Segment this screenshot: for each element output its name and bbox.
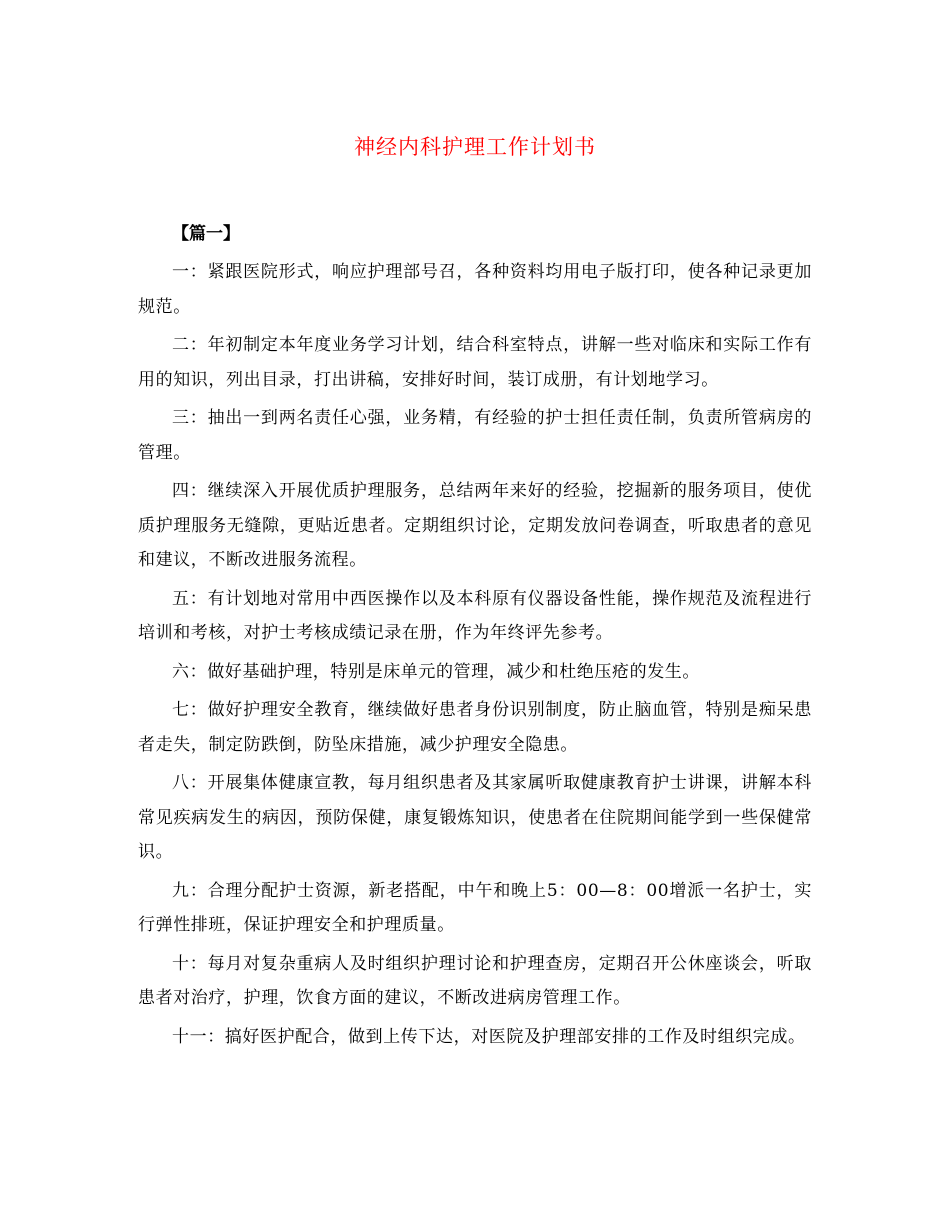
paragraph-7: 七：做好护理安全教育，继续做好患者身份识别制度，防止脑血管，特别是痴呆患者走失，制定防跌倒，防坠床措施，减少护理安全隐患。 xyxy=(138,700,812,755)
paragraph-1: 一：紧跟医院形式，响应护理部号召，各种资料均用电子版打印，使各种记录更加规范。 xyxy=(138,262,812,317)
document-title: 神经内科护理工作计划书 xyxy=(354,135,596,159)
paragraph-8: 八：开展集体健康宣教，每月组织患者及其家属听取健康教育护士讲课，讲解本科常见疾病发生的病因，预防保健，康复锻炼知识，使患者在住院期间能学到一些保健常识。 xyxy=(138,773,812,862)
paragraph-6: 六：做好基础护理，特别是床单元的管理，减少和杜绝压疮的发生。 xyxy=(172,661,700,682)
paragraph-3: 三：抽出一到两名责任心强，业务精，有经验的护士担任责任制，负责所管病房的管理。 xyxy=(138,408,812,463)
paragraph-9: 九：合理分配护士资源，新老搭配，中午和晚上5：00—8：00增派一名护士，实行弹性排班，保证护理安全和护理质量。 xyxy=(138,880,812,935)
paragraph-2: 二：年初制定本年度业务学习计划，结合科室特点，讲解一些对临床和实际工作有用的知识，列出目录，打出讲稿，安排好时间，装订成册，有计划地学习。 xyxy=(138,335,812,390)
paragraph-4: 四：继续深入开展优质护理服务，总结两年来好的经验，挖掘新的服务项目，使优质护理服务无缝隙，更贴近患者。定期组织讨论，定期发放问卷调查，听取患者的意见和建议，不断改进服务流程。 xyxy=(138,481,812,570)
paragraph-11: 十一：搞好医护配合，做到上传下达，对医院及护理部安排的工作及时组织完成。 xyxy=(172,1026,806,1047)
document-body xyxy=(138,217,812,1058)
paragraph-5: 五：有计划地对常用中西医操作以及本科原有仪器设备性能，操作规范及流程进行培训和考核，对护士考核成绩记录在册，作为年终评先参考。 xyxy=(138,588,812,643)
section-heading: 【篇一】 xyxy=(172,224,240,244)
paragraph-10: 十：每月对复杂重病人及时组织护理讨论和护理查房，定期召开公休座谈会，听取患者对治疗，护理，饮食方面的建议，不断改进病房管理工作。 xyxy=(138,953,812,1008)
